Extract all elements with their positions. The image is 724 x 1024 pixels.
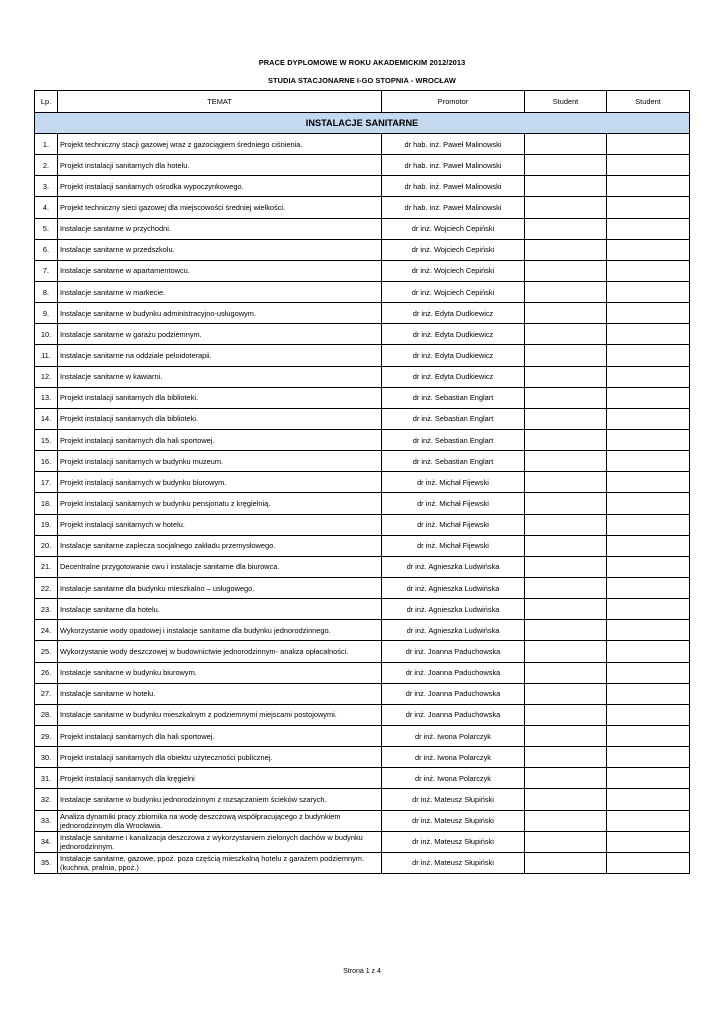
table-row xyxy=(35,239,690,260)
promotor-cell: dr inż. Edyta Dudkiewicz xyxy=(382,303,525,324)
row-number: 29. xyxy=(35,725,58,746)
student-2-cell xyxy=(607,472,690,493)
table-row xyxy=(35,451,690,472)
row-number: 18. xyxy=(35,493,58,514)
promotor-cell: dr hab. inż. Paweł Malinowski xyxy=(382,176,525,197)
table-row xyxy=(35,725,690,746)
student-2-cell xyxy=(607,704,690,725)
row-number: 35. xyxy=(35,852,58,873)
student-2-cell xyxy=(607,768,690,789)
table-row xyxy=(35,408,690,429)
promotor-cell: dr inż. Sebastian Englart xyxy=(382,408,525,429)
student-1-cell xyxy=(525,852,607,873)
student-1-cell xyxy=(525,366,607,387)
student-2-cell xyxy=(607,620,690,641)
student-2-cell xyxy=(607,556,690,577)
row-number: 30. xyxy=(35,747,58,768)
row-number: 33. xyxy=(35,810,58,831)
promotor-cell: dr inż. Agnieszka Ludwińska xyxy=(382,577,525,598)
promotor-cell: dr inż. Wojciech Cepiński xyxy=(382,218,525,239)
promotor-cell: dr inż. Iwona Polarczyk xyxy=(382,725,525,746)
topic-cell: Instalacje sanitarne w budynku administracyjno-usługowym. xyxy=(58,303,382,324)
promotor-cell: dr inż. Edyta Dudkiewicz xyxy=(382,366,525,387)
promotor-cell: dr inż. Mateusz Słupiński xyxy=(382,789,525,810)
promotor-cell: dr inż. Michał Fijewski xyxy=(382,472,525,493)
topic-cell: Instalacje sanitarne w przedszkolu. xyxy=(58,239,382,260)
table-row xyxy=(35,493,690,514)
table-row xyxy=(35,747,690,768)
table-row xyxy=(35,345,690,366)
promotor-cell: dr inż. Edyta Dudkiewicz xyxy=(382,324,525,345)
topic-cell: Projekt instalacji sanitarnych w hotelu. xyxy=(58,514,382,535)
column-header-promotor: Promotor xyxy=(382,91,525,113)
student-1-cell xyxy=(525,493,607,514)
student-1-cell xyxy=(525,472,607,493)
topic-cell: Instalacje sanitarne w budynku jednorodzinnym z rozsączaniem ścieków szarych. xyxy=(58,789,382,810)
student-2-cell xyxy=(607,535,690,556)
student-1-cell xyxy=(525,810,607,831)
student-1-cell xyxy=(525,260,607,281)
table-row xyxy=(35,641,690,662)
table-row xyxy=(35,303,690,324)
column-header-student-1: Student xyxy=(525,91,607,113)
document-subtitle: STUDIA STACJONARNE I-GO STOPNIA - WROCŁAW xyxy=(267,76,457,85)
promotor-cell: dr inż. Michał Fijewski xyxy=(382,493,525,514)
row-number: 28. xyxy=(35,704,58,725)
section-title: INSTALACJE SANITARNE xyxy=(35,113,690,134)
table-row xyxy=(35,134,690,155)
row-number: 3. xyxy=(35,176,58,197)
table-row xyxy=(35,704,690,725)
promotor-cell: dr inż. Mateusz Słupiński xyxy=(382,831,525,852)
table-row xyxy=(35,810,690,831)
row-number: 5. xyxy=(35,218,58,239)
row-number: 31. xyxy=(35,768,58,789)
student-1-cell xyxy=(525,155,607,176)
promotor-cell: dr inż. Joanna Paduchowska xyxy=(382,662,525,683)
student-2-cell xyxy=(607,747,690,768)
row-number: 21. xyxy=(35,556,58,577)
topic-cell: Projekt instalacji sanitarnych dla biblioteki. xyxy=(58,408,382,429)
row-number: 20. xyxy=(35,535,58,556)
topic-cell: Instalacje sanitarne na oddziale peloidoterapii. xyxy=(58,345,382,366)
table-row xyxy=(35,535,690,556)
student-2-cell xyxy=(607,176,690,197)
student-1-cell xyxy=(525,747,607,768)
student-2-cell xyxy=(607,599,690,620)
table-row xyxy=(35,852,690,873)
promotor-cell: dr inż. Joanna Paduchowska xyxy=(382,704,525,725)
promotor-cell: dr hab. inż. Paweł Malinowski xyxy=(382,197,525,218)
student-2-cell xyxy=(607,725,690,746)
student-2-cell xyxy=(607,197,690,218)
student-2-cell xyxy=(607,239,690,260)
table-row xyxy=(35,662,690,683)
table-row xyxy=(35,197,690,218)
student-2-cell xyxy=(607,789,690,810)
student-1-cell xyxy=(525,387,607,408)
table-row xyxy=(35,556,690,577)
row-number: 32. xyxy=(35,789,58,810)
row-number: 34. xyxy=(35,831,58,852)
row-number: 26. xyxy=(35,662,58,683)
topic-cell: Projekt instalacji sanitarnych w budynku muzeum. xyxy=(58,451,382,472)
student-1-cell xyxy=(525,725,607,746)
topic-cell: Instalacje sanitarne zaplecza socjalnego zakładu przemysłowego. xyxy=(58,535,382,556)
row-number: 11. xyxy=(35,345,58,366)
student-2-cell xyxy=(607,451,690,472)
topic-cell: Instalacje sanitarne w przychodni. xyxy=(58,218,382,239)
row-number: 6. xyxy=(35,239,58,260)
promotor-cell: dr inż. Sebastian Englart xyxy=(382,429,525,450)
student-2-cell xyxy=(607,260,690,281)
row-number: 4. xyxy=(35,197,58,218)
student-1-cell xyxy=(525,429,607,450)
row-number: 2. xyxy=(35,155,58,176)
promotor-cell: dr inż. Michał Fijewski xyxy=(382,535,525,556)
table-row xyxy=(35,324,690,345)
student-1-cell xyxy=(525,281,607,302)
topic-cell: Instalacje sanitarne, gazowe, ppoż. poza częścią mieszkalną hotelu z garażem podziemnym. (kuchnia, pralnia, ppoż.) xyxy=(58,852,382,873)
topic-cell: Wykorzystanie wody opadowej i instalacje sanitarne dla budynku jednorodzinnego. xyxy=(58,620,382,641)
row-number: 1. xyxy=(35,134,58,155)
student-1-cell xyxy=(525,345,607,366)
table-row xyxy=(35,599,690,620)
promotor-cell: dr inż. Michał Fijewski xyxy=(382,514,525,535)
promotor-cell: dr inż. Wojciech Cepiński xyxy=(382,239,525,260)
row-number: 23. xyxy=(35,599,58,620)
topic-cell: Instalacje sanitarne w markecie. xyxy=(58,281,382,302)
student-1-cell xyxy=(525,641,607,662)
topic-cell: Projekt instalacji sanitarnych dla obiektu użyteczności publicznej. xyxy=(58,747,382,768)
topic-cell: Instalacje sanitarne w kawiarni. xyxy=(58,366,382,387)
topic-cell: Projekt instalacji sanitarnych dla hali sportowej. xyxy=(58,429,382,450)
topic-cell: Projekt instalacji sanitarnych w budynku biurowym. xyxy=(58,472,382,493)
student-1-cell xyxy=(525,514,607,535)
promotor-cell: dr inż. Agnieszka Ludwińska xyxy=(382,556,525,577)
row-number: 27. xyxy=(35,683,58,704)
student-1-cell xyxy=(525,831,607,852)
table-row xyxy=(35,387,690,408)
topic-cell: Projekt techniczny stacji gazowej wraz z gazociągiem średniego ciśnienia. xyxy=(58,134,382,155)
topic-cell: Projekt instalacji sanitarnych dla hali sportowej. xyxy=(58,725,382,746)
student-1-cell xyxy=(525,599,607,620)
student-2-cell xyxy=(607,303,690,324)
topic-cell: Analiza dynamiki pracy zbiornika na wodę deszczową współpracującego z budynkiem jednorodzinnym dla Wrocławia. xyxy=(58,810,382,831)
student-2-cell xyxy=(607,155,690,176)
promotor-cell: dr inż. Wojciech Cepiński xyxy=(382,281,525,302)
student-2-cell xyxy=(607,641,690,662)
promotor-cell: dr inż. Sebastian Englart xyxy=(382,387,525,408)
student-2-cell xyxy=(607,683,690,704)
row-number: 25. xyxy=(35,641,58,662)
student-2-cell xyxy=(607,662,690,683)
table-header-row xyxy=(35,91,690,113)
student-2-cell xyxy=(607,281,690,302)
promotor-cell: dr hab. inż. Paweł Malinowski xyxy=(382,134,525,155)
table-row xyxy=(35,176,690,197)
student-1-cell xyxy=(525,218,607,239)
topic-cell: Projekt instalacji sanitarnych dla kręgielni xyxy=(58,768,382,789)
table-row xyxy=(35,155,690,176)
topic-cell: Instalacje sanitarne w garażu podziemnym. xyxy=(58,324,382,345)
student-2-cell xyxy=(607,493,690,514)
topic-cell: Instalacje sanitarne w budynku mieszkalnym z podziemnymi miejscami postojowymi. xyxy=(58,704,382,725)
table-row xyxy=(35,683,690,704)
student-1-cell xyxy=(525,239,607,260)
student-1-cell xyxy=(525,556,607,577)
row-number: 24. xyxy=(35,620,58,641)
student-1-cell xyxy=(525,704,607,725)
section-row xyxy=(35,113,690,134)
student-1-cell xyxy=(525,303,607,324)
topic-cell: Projekt techniczny sieci gazowej dla miejscowości średniej wielkości. xyxy=(58,197,382,218)
column-header-lp: Lp. xyxy=(35,91,58,113)
row-number: 15. xyxy=(35,429,58,450)
table-row xyxy=(35,514,690,535)
student-1-cell xyxy=(525,620,607,641)
page-number: Strona 1 z 4 xyxy=(343,968,381,975)
student-2-cell xyxy=(607,408,690,429)
student-1-cell xyxy=(525,197,607,218)
promotor-cell: dr inż. Sebastian Englart xyxy=(382,451,525,472)
table-row xyxy=(35,620,690,641)
table-row xyxy=(35,218,690,239)
topic-cell: Projekt instalacji sanitarnych w budynku pensjonatu z kręgielnią. xyxy=(58,493,382,514)
promotor-cell: dr inż. Wojciech Cepiński xyxy=(382,260,525,281)
row-number: 13. xyxy=(35,387,58,408)
row-number: 17. xyxy=(35,472,58,493)
topic-cell: Instalacje sanitarne i kanalizacja deszczowa z wykorzystaniem zielonych dachów w budynku jednorodzinnym. xyxy=(58,831,382,852)
table-row xyxy=(35,768,690,789)
student-2-cell xyxy=(607,324,690,345)
student-2-cell xyxy=(607,429,690,450)
student-1-cell xyxy=(525,535,607,556)
row-number: 12. xyxy=(35,366,58,387)
table-row xyxy=(35,472,690,493)
table-row xyxy=(35,260,690,281)
student-1-cell xyxy=(525,408,607,429)
topic-cell: Instalacje sanitarne dla budynku mieszkalno – usługowego. xyxy=(58,577,382,598)
promotor-cell: dr inż. Joanna Paduchowska xyxy=(382,641,525,662)
student-2-cell xyxy=(607,134,690,155)
row-number: 8. xyxy=(35,281,58,302)
student-1-cell xyxy=(525,577,607,598)
student-2-cell xyxy=(607,831,690,852)
student-2-cell xyxy=(607,366,690,387)
table-row xyxy=(35,789,690,810)
student-2-cell xyxy=(607,218,690,239)
student-1-cell xyxy=(525,134,607,155)
topic-cell: Projekt instalacji sanitarnych ośrodka wypoczynkowego. xyxy=(58,176,382,197)
promotor-cell: dr inż. Mateusz Słupiński xyxy=(382,810,525,831)
document-title: PRACE DYPLOMOWE W ROKU AKADEMICKIM 2012/2013 xyxy=(258,58,466,67)
student-2-cell xyxy=(607,345,690,366)
column-header-temat: TEMAT xyxy=(58,91,382,113)
row-number: 22. xyxy=(35,577,58,598)
student-2-cell xyxy=(607,810,690,831)
topic-cell: Instalacje sanitarne dla hotelu. xyxy=(58,599,382,620)
topic-cell: Instalacje sanitarne w apartamentowcu. xyxy=(58,260,382,281)
row-number: 10. xyxy=(35,324,58,345)
row-number: 14. xyxy=(35,408,58,429)
row-number: 19. xyxy=(35,514,58,535)
student-2-cell xyxy=(607,514,690,535)
column-header-student-2: Student xyxy=(607,91,690,113)
promotor-cell: dr inż. Agnieszka Ludwińska xyxy=(382,599,525,620)
promotor-cell: dr inż. Mateusz Słupiński xyxy=(382,852,525,873)
row-number: 9. xyxy=(35,303,58,324)
student-1-cell xyxy=(525,662,607,683)
topic-cell: Projekt instalacji sanitarnych dla biblioteki. xyxy=(58,387,382,408)
row-number: 16. xyxy=(35,451,58,472)
topic-cell: Wykorzystanie wody deszczowej w budownictwie jednorodzinnym- analiza opłacalności. xyxy=(58,641,382,662)
promotor-cell: dr inż. Joanna Paduchowska xyxy=(382,683,525,704)
student-1-cell xyxy=(525,324,607,345)
row-number: 7. xyxy=(35,260,58,281)
promotor-cell: dr hab. inż. Paweł Malinowski xyxy=(382,155,525,176)
student-2-cell xyxy=(607,852,690,873)
student-2-cell xyxy=(607,387,690,408)
student-1-cell xyxy=(525,683,607,704)
promotor-cell: dr inż. Edyta Dudkiewicz xyxy=(382,345,525,366)
student-1-cell xyxy=(525,451,607,472)
table-row xyxy=(35,366,690,387)
promotor-cell: dr inż. Iwona Polarczyk xyxy=(382,768,525,789)
topic-cell: Projekt instalacji sanitarnych dla hotelu. xyxy=(58,155,382,176)
student-1-cell xyxy=(525,768,607,789)
table-row xyxy=(35,429,690,450)
table-row xyxy=(35,281,690,302)
topic-cell: Decentralne przygotowanie cwu i instalacje sanitarne dla biurowca. xyxy=(58,556,382,577)
topic-cell: Instalacje sanitarne w budynku biurowym. xyxy=(58,662,382,683)
topic-cell: Instalacje sanitarne w hotelu. xyxy=(58,683,382,704)
student-2-cell xyxy=(607,577,690,598)
promotor-cell: dr inż. Iwona Polarczyk xyxy=(382,747,525,768)
table-row xyxy=(35,577,690,598)
student-1-cell xyxy=(525,176,607,197)
table-row xyxy=(35,831,690,852)
promotor-cell: dr inż. Agnieszka Ludwińska xyxy=(382,620,525,641)
thesis-table xyxy=(34,90,690,874)
student-1-cell xyxy=(525,789,607,810)
